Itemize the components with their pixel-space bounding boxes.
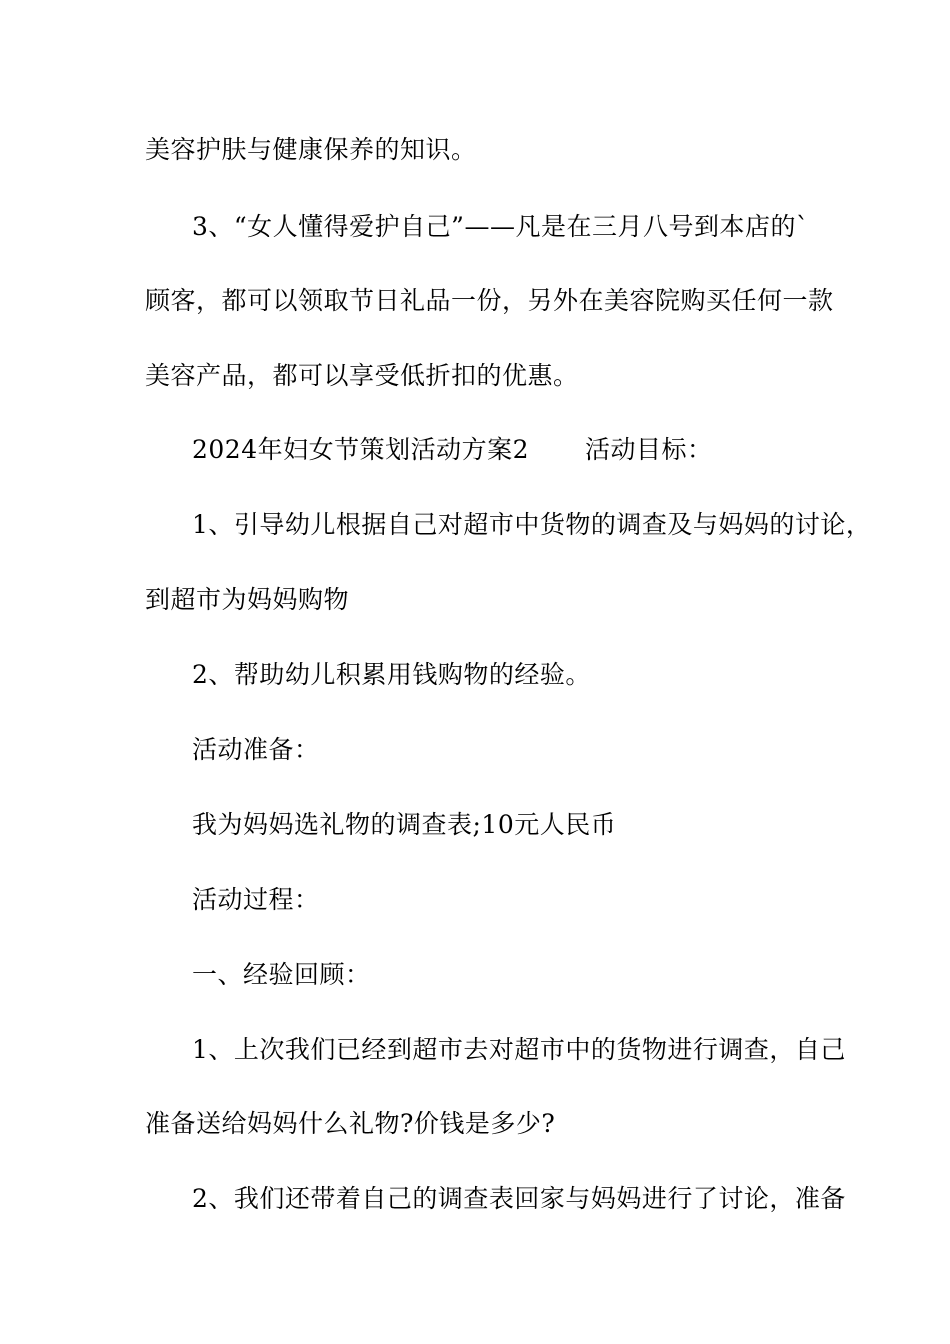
paragraph-line: 美容产品，都可以享受低折扣的优惠。 xyxy=(145,361,579,390)
section-heading-line xyxy=(192,434,713,466)
paragraph-line: 3、“女人懂得爱护自己”——凡是在三月八号到本店的` xyxy=(192,212,809,241)
paragraph-line: 1、上次我们已经到超市去对超市中的货物进行调查，自己 xyxy=(192,1035,846,1064)
subheading-line: 一、经验回顾： xyxy=(192,960,371,989)
paragraph-line: 准备送给妈妈什么礼物?价钱是多少? xyxy=(145,1109,556,1138)
paragraph-line: 1、引导幼儿根据自己对超市中货物的调查及与妈妈的讨论， xyxy=(192,510,872,539)
paragraph-line: 美容护肤与健康保养的知识。 xyxy=(145,135,477,164)
paragraph-line: 2、我们还带着自己的调查表回家与妈妈进行了讨论，准备 xyxy=(192,1184,846,1213)
paragraph-line: 2、帮助幼儿积累用钱购物的经验。 xyxy=(192,660,591,689)
section-title: 2024年妇女节策划活动方案2 xyxy=(192,435,530,464)
paragraph-line: 我为妈妈选礼物的调查表;10元人民币 xyxy=(192,810,617,839)
paragraph-line: 顾客，都可以领取节日礼品一份，另外在美容院购买任何一款 xyxy=(145,286,834,315)
section-subheading: 活动目标： xyxy=(585,435,713,464)
subheading-line: 活动过程： xyxy=(192,885,320,914)
paragraph-line: 到超市为妈妈购物 xyxy=(145,585,350,614)
subheading-line: 活动准备： xyxy=(192,735,320,764)
